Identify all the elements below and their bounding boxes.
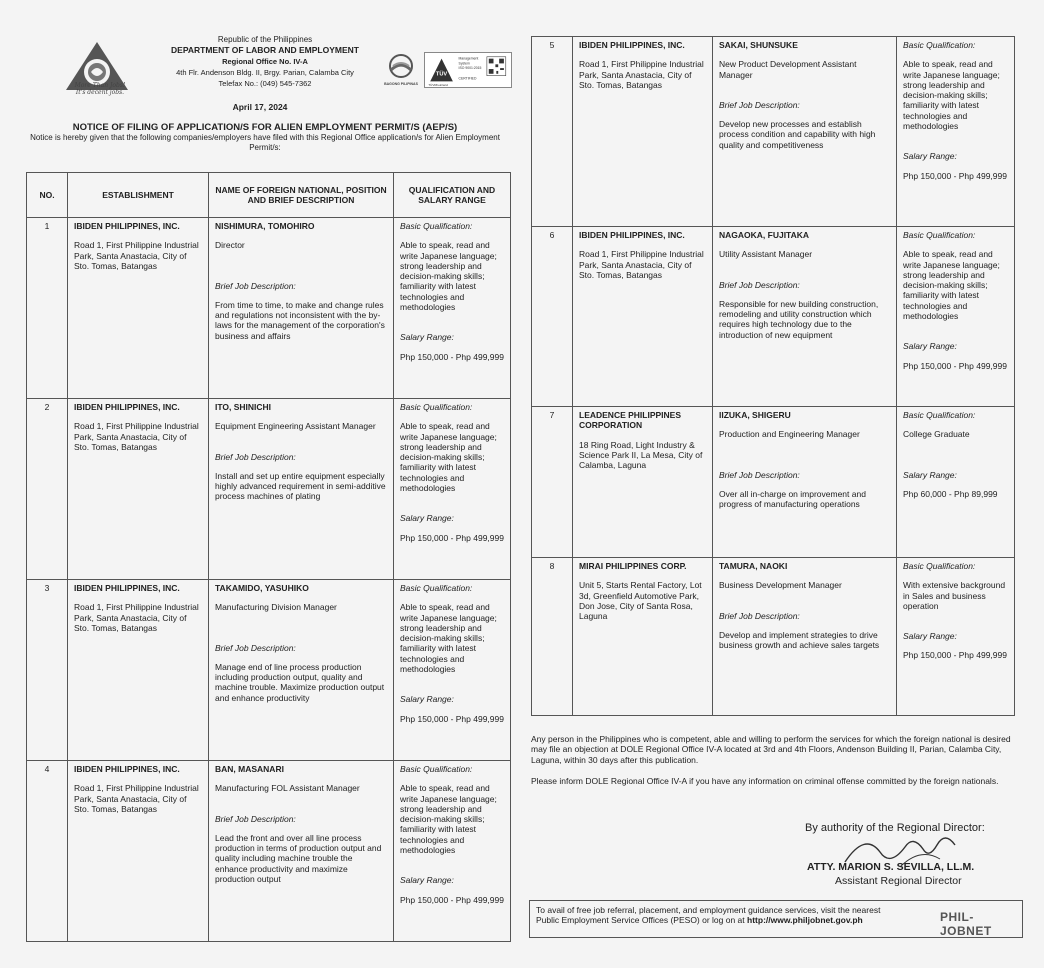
position-title: Production and Engineering Manager — [719, 429, 860, 440]
qualification-text: Able to speak, read and write Japanese language; strong leadership and decision-making skills; familiarity with latest technologies and methodologies — [400, 421, 497, 494]
salary-range-label: Salary Range: — [400, 694, 454, 705]
qualification-text: College Graduate — [903, 429, 970, 440]
position-title: Business Development Manager — [719, 580, 842, 591]
table-row — [532, 227, 1015, 407]
job-description: Install and set up entire equipment especially highly advanced requirement in semi-additive process machines of plating — [215, 470, 386, 502]
job-description: Over all in-charge on improvement and progress of manufacturing operations — [719, 488, 866, 510]
position-title: Utility Assistant Manager — [719, 249, 813, 260]
brief-description-label: Brief Job Description: — [719, 279, 800, 290]
table-row — [532, 558, 1015, 716]
basic-qualification-label: Basic Qualification: — [400, 764, 473, 774]
company-address: Road 1, First Philippine Industrial Park, Santa Anastacia, City of Sto. Tomas, Batangas — [74, 240, 199, 271]
qualification-cell — [394, 399, 511, 580]
basic-qualification-label: Basic Qualification: — [400, 402, 473, 412]
notice-date: April 17, 2024 — [232, 102, 288, 112]
entry-number: 2 — [27, 399, 68, 580]
entry-number: 6 — [532, 227, 573, 407]
national-cell — [209, 218, 394, 399]
office-address: 4th Flr. Andenson Bldg. II, Brgy. Parian, Calamba City — [176, 68, 354, 77]
basic-qualification-label: Basic Qualification: — [400, 221, 473, 231]
company-address: Road 1, First Philippine Industrial Park, Santa Anastacia, City of Sto. Tomas, Batangas — [579, 59, 704, 90]
salary-range-label: Salary Range: — [903, 341, 957, 352]
foreign-national-name: IIZUKA, SHIGERU — [719, 410, 791, 420]
svg-text:TÜVRheinland: TÜVRheinland — [428, 83, 448, 88]
salary-range: Php 150,000 - Php 499,999 — [400, 894, 504, 905]
foreign-national-name: NISHIMURA, TOMOHIRO — [215, 221, 315, 231]
salary-range-label: Salary Range: — [400, 513, 454, 524]
peso-footer-text: To avail of free job referral, placement, and employment guidance services, visit the nearest Public Employment Service Offices (PESO) or log on at http://www.philjobnet.gov.ph — [536, 905, 881, 925]
salary-range-label: Salary Range: — [903, 151, 957, 162]
salary-range-label: Salary Range: — [903, 469, 957, 480]
entry-number: 5 — [532, 37, 573, 227]
establishment-cell — [573, 37, 713, 227]
entry-number: 1 — [27, 218, 68, 399]
salary-range: Php 150,000 - Php 499,999 — [400, 351, 504, 362]
col-header-establishment: ESTABLISHMENT — [68, 173, 209, 218]
tuv-certification-badge-icon — [424, 52, 512, 88]
col-header-qualification: QUALIFICATION AND SALARY RANGE — [394, 173, 511, 218]
salary-range: Php 150,000 - Php 499,999 — [903, 650, 1007, 661]
svg-text:Management: Management — [458, 56, 479, 61]
svg-text:ISO 9001:2015: ISO 9001:2015 — [458, 66, 482, 71]
qualification-text: Able to speak, read and write Japanese language; strong leadership and decision-making skills; familiarity with latest technologies and methodologies — [903, 59, 1000, 132]
department-name: DEPARTMENT OF LABOR AND EMPLOYMENT — [171, 45, 359, 55]
establishment-cell — [68, 399, 209, 580]
national-cell — [713, 558, 897, 716]
qualification-text: Able to speak, read and write Japanese language; strong leadership and decision-making skills; familiarity with latest technologies and methodologies — [400, 240, 497, 313]
brief-description-label: Brief Job Description: — [719, 469, 800, 480]
table-row — [532, 407, 1015, 558]
salary-range-label: Salary Range: — [903, 631, 957, 642]
qualification-cell — [394, 761, 511, 942]
company-name: IBIDEN PHILIPPINES, INC. — [74, 402, 180, 412]
republic-line: Republic of the Philippines — [217, 35, 313, 44]
qualification-cell — [897, 37, 1015, 227]
brief-description-label: Brief Job Description: — [215, 642, 296, 653]
table-row — [27, 580, 511, 761]
inform-paragraph: Please inform DOLE Regional Office IV-A if you have any information on criminal offense committed by the foreign nationals. — [531, 776, 999, 786]
salary-range-label: Salary Range: — [400, 875, 454, 886]
letterhead — [150, 34, 380, 89]
national-cell — [713, 407, 897, 558]
qualification-text: Able to speak, read and write Japanese language; strong leadership and decision-making skills; familiarity with latest technologies and methodologies — [903, 249, 1000, 322]
philjobnet-link[interactable]: http://www.philjobnet.gov.ph — [747, 914, 863, 925]
national-cell — [209, 580, 394, 761]
qualification-cell — [897, 227, 1015, 407]
basic-qualification-label: Basic Qualification: — [400, 583, 473, 593]
qualification-cell — [394, 580, 511, 761]
qualification-text: Able to speak, read and write Japanese language; strong leadership and decision-making skills; familiarity with latest technologies and methodologies — [400, 602, 497, 675]
basic-qualification-label: Basic Qualification: — [903, 410, 976, 420]
qualification-cell — [394, 218, 511, 399]
svg-text:TÜV: TÜV — [435, 71, 448, 78]
establishment-cell — [68, 580, 209, 761]
company-name: IBIDEN PHILIPPINES, INC. — [579, 230, 685, 240]
svg-text:BAGONG PILIPINAS: BAGONG PILIPINAS — [384, 82, 418, 86]
salary-range-label: Salary Range: — [400, 332, 454, 343]
brief-description-label: Brief Job Description: — [215, 280, 296, 291]
job-description: Develop and implement strategies to drive business growth and achieve sales targets — [719, 629, 880, 651]
foreign-national-name: TAMURA, NAOKI — [719, 561, 788, 571]
salary-range: Php 60,000 - Php 89,999 — [903, 488, 998, 499]
salary-range: Php 150,000 - Php 499,999 — [903, 170, 1007, 181]
company-name: IBIDEN PHILIPPINES, INC. — [74, 221, 180, 231]
notice-title: NOTICE OF FILING OF APPLICATION/S FOR ALIEN EMPLOYMENT PERMIT/S (AEP/S) — [72, 122, 458, 133]
company-name: MIRAI PHILIPPINES CORP. — [579, 561, 687, 571]
table-row — [27, 761, 511, 942]
salary-range: Php 150,000 - Php 499,999 — [903, 360, 1007, 371]
company-address: Road 1, First Philippine Industrial Park, Santa Anastacia, City of Sto. Tomas, Batangas — [74, 602, 199, 633]
signatory-name: ATTY. MARION S. SEVILLA, LL.M. — [807, 861, 975, 873]
brief-description-label: Brief Job Description: — [215, 451, 296, 462]
foreign-national-name: TAKAMIDO, YASUHIKO — [215, 583, 309, 593]
authority-line: By authority of the Regional Director: — [805, 822, 985, 834]
qualification-text: With extensive background in Sales and business operation — [903, 580, 1006, 611]
basic-qualification-label: Basic Qualification: — [903, 40, 976, 50]
position-title: New Product Development Assistant Manager — [719, 59, 857, 80]
position-title: Manufacturing Division Manager — [215, 602, 337, 613]
job-description: Responsible for new building construction, remodeling and utility construction which requires high technology due to the introduction of new equipment — [719, 298, 879, 340]
establishment-cell — [573, 227, 713, 407]
col-header-national: NAME OF FOREIGN NATIONAL, POSITION AND BRIEF DESCRIPTION — [209, 173, 394, 218]
philjobnet-logo: PHIL-JOBNET — [940, 910, 992, 938]
company-address: Unit 5, Starts Rental Factory, Lot 3d, Greenfield Automotive Park, Don Jose, City of Santa Rosa, Laguna — [579, 580, 702, 622]
establishment-cell — [573, 558, 713, 716]
basic-qualification-label: Basic Qualification: — [903, 230, 976, 240]
national-cell — [713, 227, 897, 407]
position-title: Director — [215, 240, 245, 251]
entry-number: 8 — [532, 558, 573, 716]
peso-footer-box — [529, 900, 1023, 938]
company-name: IBIDEN PHILIPPINES, INC. — [74, 583, 180, 593]
salary-range: Php 150,000 - Php 499,999 — [400, 713, 504, 724]
notice-intro: Notice is hereby given that the following companies/employers have filed with this Regional Office application/s for Alien Employment Permit/s: — [30, 133, 500, 152]
signatory-title: Assistant Regional Director — [835, 875, 962, 887]
company-name: LEADENCE PHILIPPINES CORPORATION — [579, 410, 682, 431]
svg-text:System: System — [458, 61, 470, 66]
qualification-cell — [897, 558, 1015, 716]
job-description: From time to time, to make and change rules and regulations not inconsistent with the by-laws for the management of the corporation's business and affairs — [215, 299, 385, 341]
regional-office: Regional Office No. IV-A — [222, 57, 308, 66]
aep-table-right — [531, 36, 1015, 716]
objection-paragraph: Any person in the Philippines who is competent, able and willing to perform the services for which the foreign national is desired may file an objection at DOLE Regional Office IV-A located at 3rd and 4th Floors, Andenson Building II, Parian, Calamba City, Laguna, within 30 days after this publication. — [531, 734, 1011, 765]
job-description: Manage end of line process production including production output, quality and machine trouble. Maximize production output and enhance productivity — [215, 661, 385, 703]
establishment-cell — [68, 761, 209, 942]
brief-description-label: Brief Job Description: — [215, 813, 296, 824]
salary-range: Php 150,000 - Php 499,999 — [400, 532, 504, 543]
company-name: IBIDEN PHILIPPINES, INC. — [579, 40, 685, 50]
establishment-cell — [573, 407, 713, 558]
svg-text:CERTIFIED: CERTIFIED — [458, 76, 477, 81]
basic-qualification-label: Basic Qualification: — [903, 561, 976, 571]
brief-description-label: Brief Job Description: — [719, 610, 800, 621]
national-cell — [209, 399, 394, 580]
foreign-national-name: BAN, MASANARI — [215, 764, 284, 774]
aep-table-left — [26, 172, 511, 942]
company-address: Road 1, First Philippine Industrial Park, Santa Anastacia, City of Sto. Tomas, Batangas — [579, 249, 704, 280]
telefax: Telefax No.: (049) 545-7362 — [218, 79, 312, 88]
national-cell — [713, 37, 897, 227]
company-address: Road 1, First Philippine Industrial Park, Santa Anastacia, City of Sto. Tomas, Batangas — [74, 421, 199, 452]
qualification-cell — [897, 407, 1015, 558]
brief-description-label: Brief Job Description: — [719, 99, 800, 110]
company-name: IBIDEN PHILIPPINES, INC. — [74, 764, 180, 774]
position-title: Manufacturing FOL Assistant Manager — [215, 783, 360, 794]
foreign-national-name: SAKAI, SHUNSUKE — [719, 40, 798, 50]
table-row — [532, 37, 1015, 227]
position-title: Equipment Engineering Assistant Manager — [215, 421, 376, 432]
bagong-pilipinas-logo-icon — [383, 52, 419, 88]
foreign-national-name: ITO, SHINICHI — [215, 402, 272, 412]
job-description: Lead the front and over all line process production in terms of production output and quality including machine trouble the enhance productivity and maximize production output — [215, 832, 382, 885]
entry-number: 3 — [27, 580, 68, 761]
table-row — [27, 399, 511, 580]
qualification-text: Able to speak, read and write Japanese language; strong leadership and decision-making skills; familiarity with latest technologies and methodologies — [400, 783, 497, 856]
company-address: 18 Ring Road, Light Industry & Science Park II, La Mesa, City of Calamba, Laguna — [579, 439, 703, 471]
company-address: Road 1, First Philippine Industrial Park, Santa Anastacia, City of Sto. Tomas, Batangas — [74, 783, 199, 814]
table-row — [27, 218, 511, 399]
table-header-row — [27, 173, 511, 218]
establishment-cell — [68, 218, 209, 399]
col-header-no: NO. — [27, 173, 68, 218]
entry-number: 7 — [532, 407, 573, 558]
foreign-national-name: NAGAOKA, FUJITAKA — [719, 230, 810, 240]
dole-logo-tagline: More Than Jobs! It's decent jobs. — [74, 82, 126, 96]
national-cell — [209, 761, 394, 942]
job-description: Develop new processes and establish process condition and capability with high quality and competitiveness — [719, 119, 876, 150]
entry-number: 4 — [27, 761, 68, 942]
